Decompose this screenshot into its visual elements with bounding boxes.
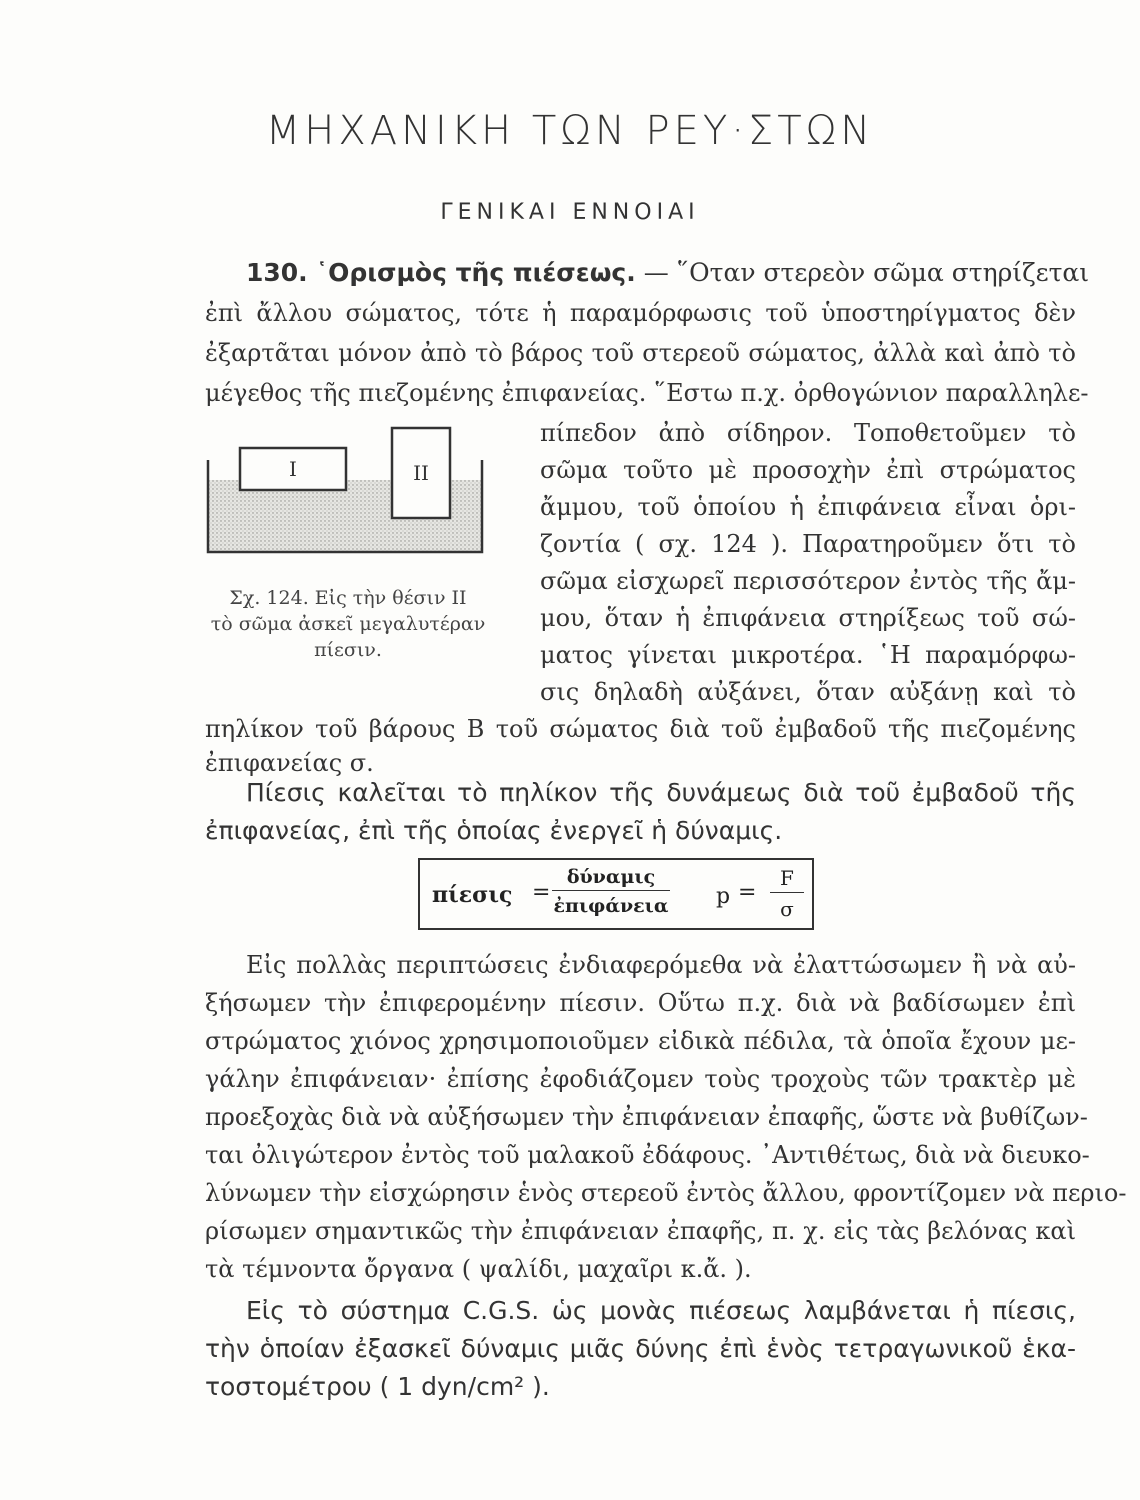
- paragraph-line: Εἰς πολλὰς περιπτώσεις ἐνδιαφερόμεθα νὰ ἐλαττώσωμεν ἢ νὰ αὐ-: [246, 951, 1076, 979]
- formula-numerator-2: F: [770, 866, 804, 893]
- section-first-line-text: — ῞Οταν στερεὸν σῶμα στηρίζεται: [643, 258, 1090, 287]
- formula-numerator: δύναμις: [552, 866, 670, 891]
- formula-fraction-2: [770, 866, 804, 921]
- section-heading: ῾Ορισμὸς τῆς πιέσεως.: [315, 258, 636, 287]
- paragraph-line: ρίσωμεν σημαντικῶς τὴν ἐπιφάνειαν ἐπαφῆς, π. χ. εἰς τὰς βελόνας καὶ: [205, 1217, 1076, 1245]
- paragraph-line: λύνωμεν τὴν εἰσχώρησιν ἑνὸς στερεοῦ ἐντὸς ἄλλου, φροντίζομεν νὰ περιο-: [205, 1179, 1127, 1207]
- definition-line: ἐπιφανείας, ἐπὶ τῆς ὁποίας ἐνεργεῖ ἡ δύναμις.: [205, 816, 783, 845]
- side-text-line: σῶμα εἰσχωρεῖ περισσότερον ἐντὸς τῆς ἄμ-: [540, 567, 1076, 595]
- paragraph-line: στρώματος χιόνος χρησιμοποιοῦμεν εἰδικὰ πέδιλα, τὰ ὁποῖα ἔχουν με-: [205, 1027, 1076, 1055]
- formula-equals: =: [532, 880, 551, 905]
- caption-line: πίεσιν.: [314, 639, 382, 661]
- text-line: ἐπὶ ἄλλου σώματος, τότε ἡ παραμόρφωσις τοῦ ὑποστηρίγματος δὲν: [205, 299, 1076, 327]
- formula-label: πίεσις: [432, 882, 513, 908]
- chapter-subtitle: ΓΕΝΙΚΑΙ ΕΝΝΟΙΑΙ: [440, 200, 700, 225]
- definition-line: Πίεσις καλεῖται τὸ πηλίκον τῆς δυνάμεως διὰ τοῦ ἐμβαδοῦ τῆς: [246, 778, 1076, 807]
- formula-fraction: [552, 866, 670, 917]
- side-text-line: πίπεδον ἀπὸ σίδηρον. Τοποθετοῦμεν τὸ: [540, 419, 1076, 447]
- side-text-line: μου, ὅταν ἡ ἐπιφάνεια στηρίξεως τοῦ σώ-: [540, 604, 1076, 632]
- page-title: ΜΗΧΑΝΙΚΗ ΤΩΝ ΡΕΥ·ΣΤΩΝ: [265, 108, 875, 154]
- paragraph-line: προεξοχὰς διὰ νὰ αὐξήσωμεν τὴν ἐπιφάνειαν ἐπαφῆς, ὥστε νὰ βυθίζων-: [205, 1103, 1088, 1131]
- section-number: 130.: [246, 258, 308, 287]
- formula-denominator: ἐπιφάνεια: [553, 895, 669, 917]
- side-text-line: ζοντία ( σχ. 124 ). Παρατηροῦμεν ὅτι τὸ: [540, 530, 1076, 558]
- section-first-line: [246, 258, 1090, 288]
- text-line: πηλίκον τοῦ βάρους Β τοῦ σώματος διὰ τοῦ ἐμβαδοῦ τῆς πιεζομένης: [205, 715, 1076, 743]
- text-line: ἐπιφανείας σ.: [205, 749, 374, 777]
- paragraph-line: Εἰς τὸ σύστημα C.G.S. ὡς μονὰς πιέσεως λαμβάνεται ἡ πίεσις,: [246, 1296, 1076, 1325]
- paragraph-line: γάλην ἐπιφάνειαν· ἐπίσης ἐφοδιάζομεν τοὺς τροχοὺς τῶν τρακτὲρ μὲ: [205, 1065, 1076, 1093]
- formula-equals-2: =: [738, 880, 757, 905]
- paragraph-line: ται ὀλιγώτερον ἐντὸς τοῦ μαλακοῦ ἐδάφους. ᾿Αντιθέτως, διὰ νὰ διευκο-: [205, 1141, 1090, 1169]
- figure-caption: [188, 585, 508, 663]
- formula-denominator-2: σ: [780, 897, 794, 921]
- paragraph-line: τοστομέτρου ( 1 dyn/cm² ).: [205, 1372, 550, 1401]
- block-label-2: II: [413, 461, 429, 485]
- caption-line: Σχ. 124. Εἰς τὴν θέσιν ΙΙ: [229, 587, 467, 609]
- text-line: ἐξαρτᾶται μόνον ἀπὸ τὸ βάρος τοῦ στερεοῦ σώματος, ἀλλὰ καὶ ἀπὸ τὸ: [205, 339, 1076, 367]
- side-text-line: σῶμα τοῦτο μὲ προσοχὴν ἐπὶ στρώματος: [540, 456, 1076, 484]
- caption-line: τὸ σῶμα ἀσκεῖ μεγαλυτέραν: [210, 613, 486, 635]
- pressure-formula-box: [418, 858, 814, 930]
- paragraph-line: τὴν ὁποίαν ἐξασκεῖ δύναμις μιᾶς δύνης ἐπὶ ἑνὸς τετραγωνικοῦ ἑκα-: [205, 1334, 1076, 1363]
- side-text-line: ἄμμου, τοῦ ὁποίου ἡ ἐπιφάνεια εἶναι ὁρι-: [540, 493, 1076, 521]
- paragraph-line: ξήσωμεν τὴν ἐπιφερομένην πίεσιν. Οὕτω π.χ. διὰ νὰ βαδίσωμεν ἐπὶ: [205, 989, 1076, 1017]
- block-label-1: I: [289, 457, 297, 481]
- figure-124: [200, 420, 490, 570]
- paragraph-line: τὰ τέμνοντα ὄργανα ( ψαλίδι, μαχαῖρι κ.ἄ. ).: [205, 1255, 752, 1283]
- formula-symbol: p: [716, 884, 731, 909]
- side-text-line: σις δηλαδὴ αὐξάνει, ὅταν αὐξάνῃ καὶ τὸ: [540, 678, 1076, 706]
- side-text-line: ματος γίνεται μικροτέρα. ῾Η παραμόρφω-: [540, 641, 1076, 669]
- text-line: μέγεθος τῆς πιεζομένης ἐπιφανείας. ῞Εστω π.χ. ὀρθογώνιον παραλληλε-: [205, 379, 1089, 407]
